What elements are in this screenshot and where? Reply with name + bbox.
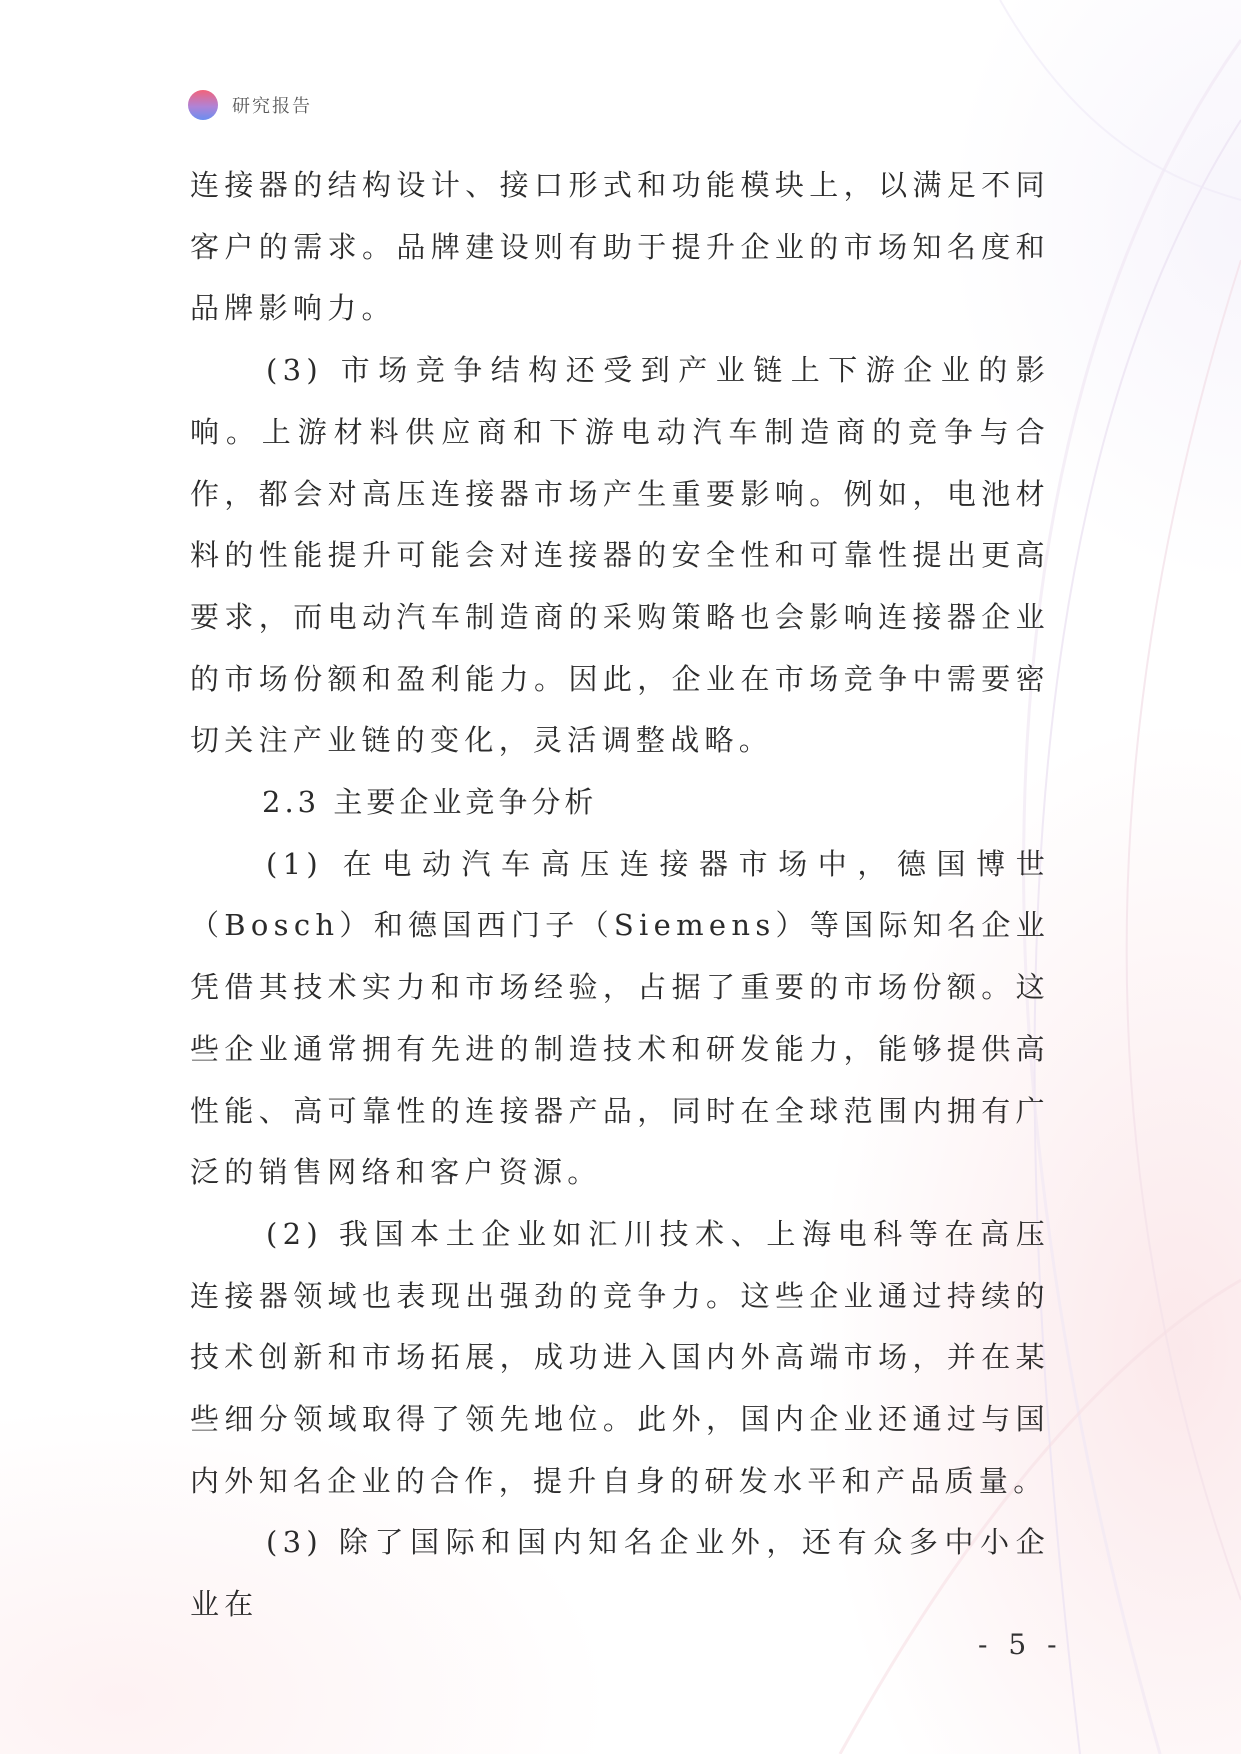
body-paragraph: (2) 我国本土企业如汇川技术、上海电科等在高压连接器领域也表现出强劲的竞争力。这些企业通过持续的技术创新和市场拓展，成功进入国内外高端市场，并在某些细分领域取得了领先地位。此外，国内企业还通过与国内外知名企业的合作，提升自身的研发水平和产品质量。	[190, 1216, 1050, 1498]
body-paragraph: (3) 市场竞争结构还受到产业链上下游企业的影响。上游材料供应商和下游电动汽车制造商的竞争与合作，都会对高压连接器市场产生重要影响。例如，电池材料的性能提升可能会对连接器的安全性和可靠性提出更高要求，而电动汽车制造商的采购策略也会影响连接器企业的市场份额和盈利能力。因此，企业在市场竞争中需要密切关注产业链的变化，灵活调整战略。	[190, 353, 1050, 758]
body-paragraph: 连接器的结构设计、接口形式和功能模块上，以满足不同客户的需求。品牌建设则有助于提升企业的市场知名度和品牌影响力。	[190, 168, 1050, 326]
logo-circle-icon	[188, 90, 218, 120]
document-body	[190, 155, 1050, 1636]
header-title: 研究报告	[232, 96, 312, 117]
body-paragraph: (1) 在电动汽车高压连接器市场中，德国博世（Bosch）和德国西门子（Siemens）等国际知名企业凭借其技术实力和市场经验，占据了重要的市场份额。这些企业通常拥有先进的制造技术和研发能力，能够提供高性能、高可靠性的连接器产品，同时在全球范围内拥有广泛的销售网络和客户资源。	[190, 846, 1050, 1190]
page-number: - 5 -	[978, 1628, 1063, 1661]
report-header	[188, 88, 312, 122]
section-heading: 2.3 主要企业竞争分析	[262, 785, 598, 820]
body-paragraph: (3) 除了国际和国内知名企业外，还有众多中小企业在	[190, 1525, 1050, 1622]
